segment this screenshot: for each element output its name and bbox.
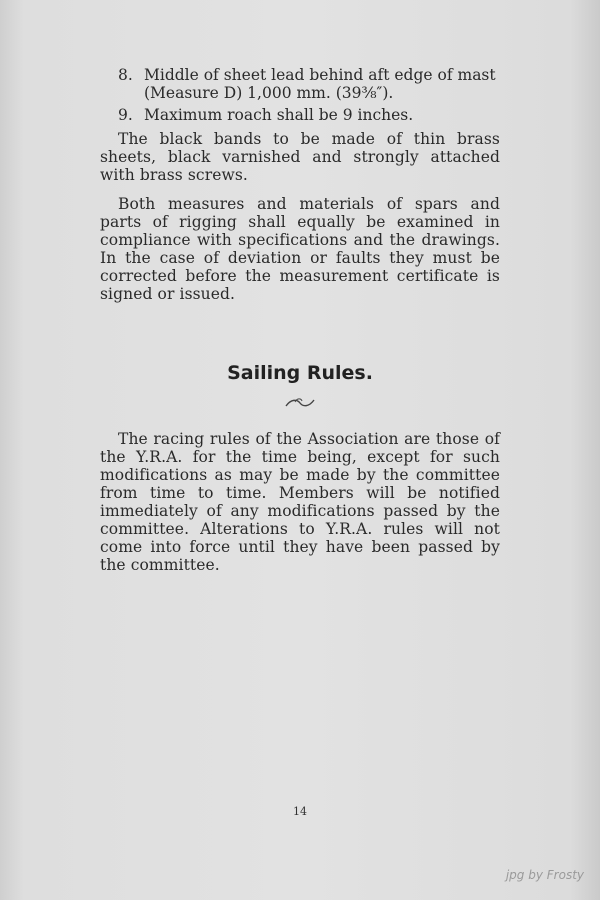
list-item-text-line1: Middle of sheet lead behind aft edge of mast <box>144 66 496 84</box>
list-item-text-line2: (Measure D) 1,000 mm. (39⅜″). <box>144 84 394 102</box>
section-heading: Sailing Rules. <box>227 362 373 384</box>
fleuron-ornament-icon <box>283 397 317 409</box>
list-item-9 <box>118 106 528 124</box>
list-item-number: 8. <box>118 66 133 84</box>
list-item-8 <box>118 66 528 102</box>
paragraph-racing-rules: The racing rules of the Association are those of the Y.R.A. for the time being, except for such modifications as may be made by the committee from time to time. Members will be notified immediately of any modifications passed by the committee. Alterations to Y.R.A. rules will not come into force until they have been passed by the committee. <box>100 430 500 574</box>
watermark: jpg by Frosty <box>505 868 584 882</box>
list-item-number: 9. <box>118 106 133 124</box>
paragraph-measures: Both measures and materials of spars and parts of rigging shall equally be examined in compliance with specifications and the drawings. In the case of deviation or faults they must be corrected before the measurement certificate is signed or issued. <box>100 195 500 303</box>
paragraph-black-bands: The black bands to be made of thin brass sheets, black varnished and strongly attached with brass screws. <box>100 130 500 184</box>
page-number: 14 <box>293 805 307 818</box>
list-item-text-line1: Maximum roach shall be 9 inches. <box>144 106 414 124</box>
